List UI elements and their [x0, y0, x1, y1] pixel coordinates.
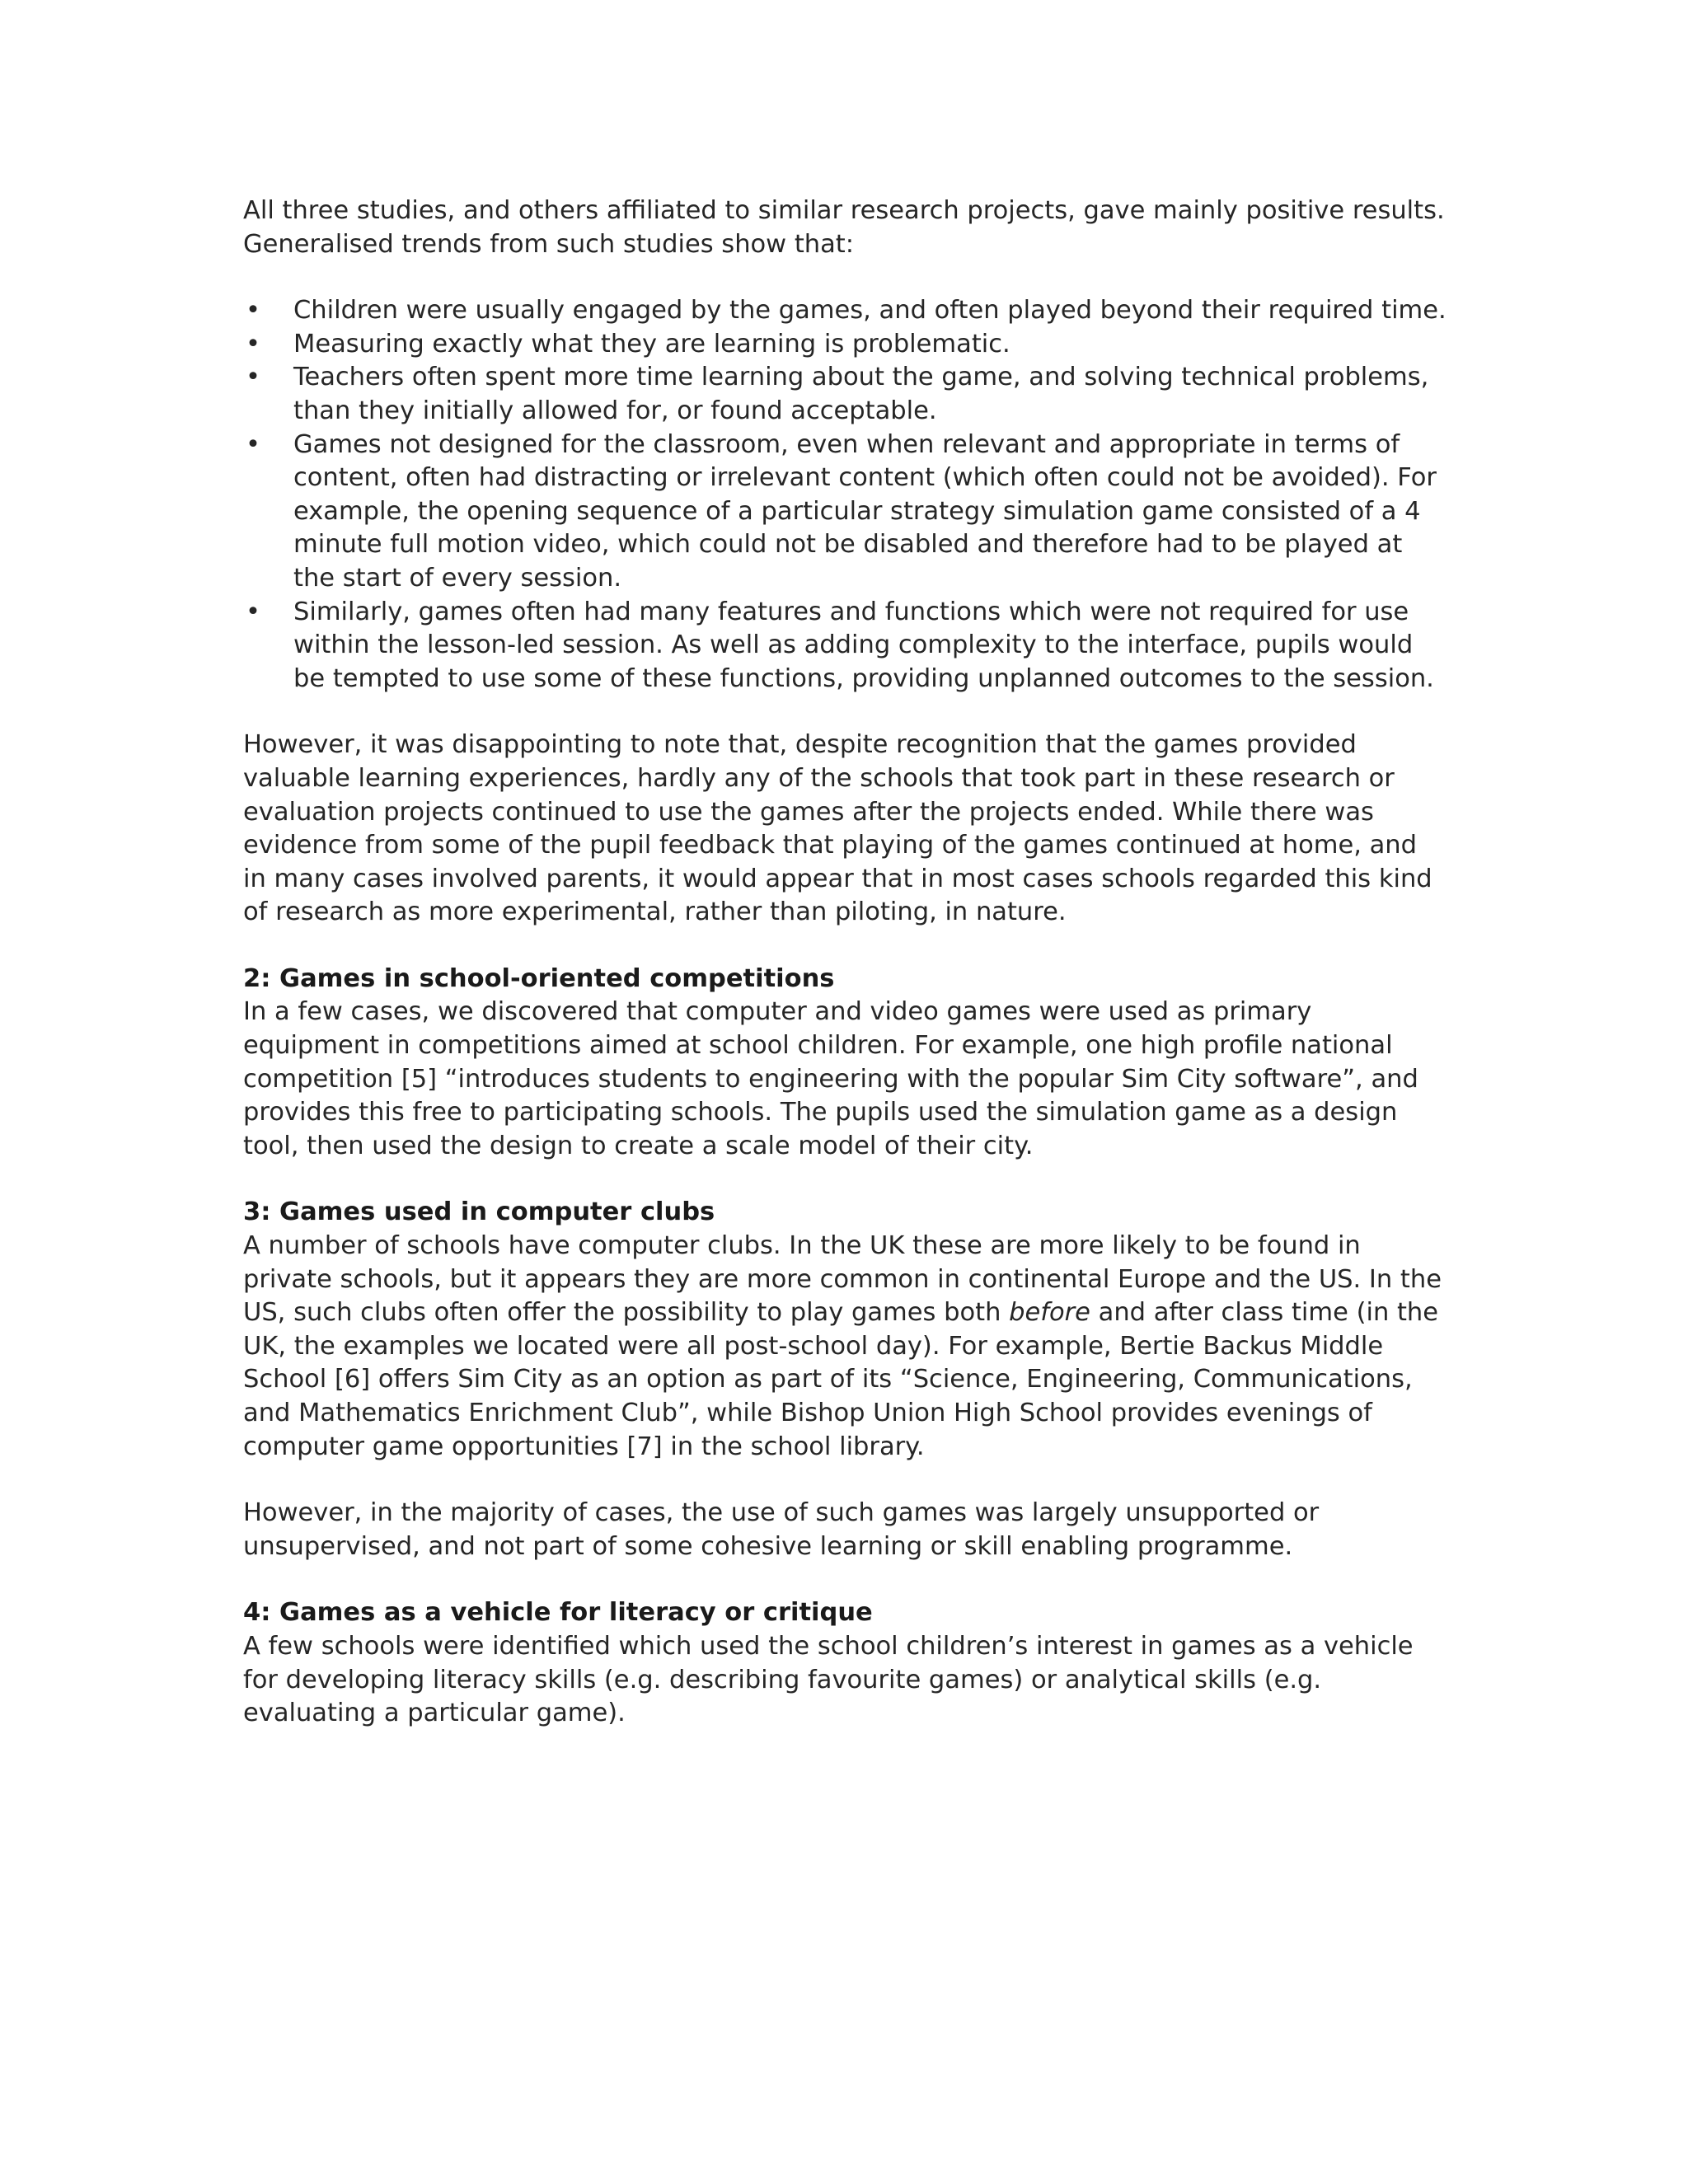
section-3-paragraph-2: However, in the majority of cases, the use of such games was largely unsupported or unsupervised, and not part of some cohesive learning or skill enabling programme.	[243, 1498, 1320, 1561]
list-item-text: Teachers often spent more time learning about the game, and solving technical problems, than they initially allowed for, or found acceptable.	[293, 363, 1429, 425]
list-item-text: Similarly, games often had many features and functions which were not required for use within the lesson-led session. As well as adding complexity to the interface, pupils would be tempted to use some of these functions, providing unplanned outcomes to the session.	[293, 597, 1434, 693]
bullet-icon: •	[246, 363, 260, 392]
section-2-paragraph: In a few cases, we discovered that computer and video games were used as primary equipment in competitions aimed at school children. For example, one high profile national competition [5] “introduces students to engineering with the popular Sim City software”, and provides this free to participating schools. The pupils used the simulation game as a design tool, then used the design to create a scale model of their city.	[243, 997, 1418, 1160]
bullet-icon: •	[246, 296, 260, 326]
list-item	[243, 294, 1447, 328]
bullet-icon: •	[246, 429, 260, 459]
spacer	[243, 1163, 1447, 1196]
list-item	[243, 596, 1447, 696]
bullet-icon: •	[246, 597, 260, 626]
spacer	[243, 261, 1447, 294]
list-item-text: Measuring exactly what they are learning is problematic.	[293, 329, 1010, 359]
spacer	[243, 1563, 1447, 1596]
section-3-paragraph	[243, 1230, 1447, 1464]
section-3-text-start: A number of schools have computer clubs. In the UK these are more likely to be found in private schools, but it appears they are more common in continental Europe and the US. In the US, such clubs often offer the possibility to play games both	[243, 1231, 1442, 1328]
bullet-icon: •	[246, 329, 260, 359]
section-3-emphasis: before	[1009, 1298, 1090, 1328]
section-3-text-end: and after class time (in the UK, the examples we located were all post-school day). For example, Bertie Backus Middle School [6] offers Sim City as an option as part of its “Science, Engineering, Communications, and Mathematics Enrichment Club”, while Bishop Union High School provides evenings of computer game opportunities [7] in the school library.	[243, 1298, 1439, 1461]
list-item	[243, 361, 1447, 428]
list-item	[243, 429, 1447, 596]
section-3-heading: 3: Games used in computer clubs	[243, 1197, 715, 1227]
findings-list	[243, 294, 1447, 696]
spacer	[243, 930, 1447, 963]
spacer	[243, 1464, 1447, 1497]
spacer	[243, 696, 1447, 729]
section-4-heading: 4: Games as a vehicle for literacy or critique	[243, 1598, 873, 1628]
conclusion-paragraph: However, it was disappointing to note that, despite recognition that the games provided valuable learning experiences, hardly any of the schools that took part in these research or evaluation projects continued to use the games after the projects ended. While there was evidence from some of the pupil feedback that playing of the games continued at home, and in many cases involved parents, it would appear that in most cases schools regarded this kind of research as more experimental, rather than piloting, in nature.	[243, 730, 1432, 927]
document-page	[243, 194, 1447, 1731]
section-2-heading: 2: Games in school-oriented competitions	[243, 963, 835, 993]
section-4-paragraph: A few schools were identified which used the school children’s interest in games as a vehicle for developing literacy skills (e.g. describing favourite games) or analytical skills (e.g. evaluating a particular game).	[243, 1631, 1414, 1728]
list-item-text: Games not designed for the classroom, even when relevant and appropriate in terms of content, often had distracting or irrelevant content (which often could not be avoided). For example, the opening sequence of a particular strategy simulation game consisted of a 4 minute full motion video, which could not be disabled and therefore had to be played at the start of every session.	[293, 429, 1437, 593]
list-item	[243, 328, 1447, 362]
list-item-text: Children were usually engaged by the games, and often played beyond their required time.	[293, 296, 1447, 326]
intro-paragraph: All three studies, and others affiliated to similar research projects, gave mainly positive results. Generalised trends from such studies show that:	[243, 196, 1445, 259]
